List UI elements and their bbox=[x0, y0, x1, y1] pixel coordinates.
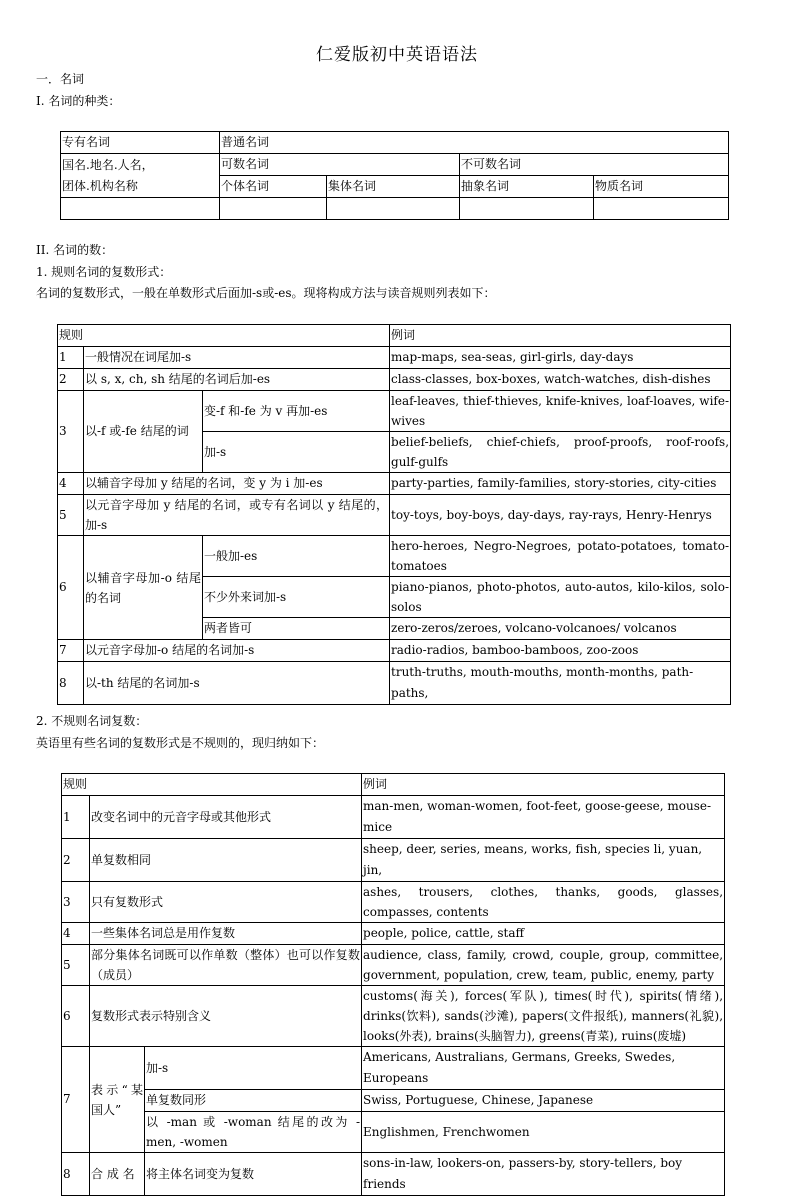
row-number: 4 bbox=[58, 473, 84, 495]
sub-rule-text: 单复数同形 bbox=[145, 1090, 362, 1112]
example-text: class-classes, box-boxes, watch-watches, dish-dishes bbox=[390, 369, 731, 391]
header-example: 例词 bbox=[390, 325, 731, 347]
rule-text: 表示“某国人” bbox=[90, 1047, 145, 1153]
sub-rule-text: 将主体名词变为复数 bbox=[145, 1153, 362, 1196]
empty-cell bbox=[460, 198, 594, 220]
section-heading-nouns: 一．名词 bbox=[36, 72, 85, 86]
proper-desc-line-1: 国名.地名.人名， bbox=[62, 157, 154, 172]
example-text: customs(海关), forces(军队), times(时代), spirits(情绪), drinks(饮料), sands(沙滩), papers(文件报纸), manners(礼貌), looks(外表), brains(头脑智力), greens(青菜), ruins(废墟) bbox=[362, 986, 725, 1047]
row-number: 6 bbox=[58, 536, 84, 640]
empty-cell bbox=[220, 198, 327, 220]
example-text: people, police, cattle, staff bbox=[362, 923, 725, 945]
header-rule: 规则 bbox=[62, 774, 362, 796]
cell-individual-noun: 个体名词 bbox=[220, 176, 327, 198]
irregular-plurals-description: 英语里有些名词的复数形式是不规则的，现归纳如下： bbox=[36, 736, 325, 750]
cell-common-noun: 普通名词 bbox=[220, 132, 729, 154]
subheading-irregular-plurals: 2. 不规则名词复数： bbox=[36, 714, 148, 728]
example-text: ashes, trousers, clothes, thanks, goods, glasses, compasses, contents bbox=[362, 882, 725, 923]
row-number: 5 bbox=[58, 495, 84, 536]
sub-rule-text: 加-s bbox=[203, 432, 390, 473]
example-text: belief-beliefs, chief-chiefs, proof-proofs, roof-roofs, gulf-gulfs bbox=[390, 432, 731, 473]
irregular-plurals-table bbox=[61, 773, 725, 1196]
example-text: Englishmen, Frenchwomen bbox=[362, 1112, 725, 1153]
subheading-regular-plurals: 1. 规则名词的复数形式： bbox=[36, 265, 172, 279]
row-number: 8 bbox=[58, 662, 84, 705]
empty-cell bbox=[594, 198, 729, 220]
rule-text: 复数形式表示特别含义 bbox=[90, 986, 362, 1047]
sub-rule-text: 不少外来词加-s bbox=[203, 577, 390, 618]
rule-text: 只有复数形式 bbox=[90, 882, 362, 923]
noun-types-table bbox=[60, 131, 729, 220]
subheading-noun-types: I. 名词的种类： bbox=[36, 94, 121, 108]
page-title: 仁爱版初中英语语法 bbox=[316, 45, 478, 65]
example-text: toy-toys, boy-boys, day-days, ray-rays, Henry-Henrys bbox=[390, 495, 731, 536]
sub-rule-text: 两者皆可 bbox=[203, 618, 390, 640]
row-number: 3 bbox=[62, 882, 90, 923]
example-text: sons-in-law, lookers-on, passers-by, story-tellers, boy friends bbox=[362, 1153, 725, 1196]
sub-rule-text: 变-f 和-fe 为 v 再加-es bbox=[203, 391, 390, 432]
row-number: 2 bbox=[62, 839, 90, 882]
sub-rule-text: 以 -man 或 -woman 结尾的改为 -men, -women bbox=[145, 1112, 362, 1153]
example-text: hero-heroes, Negro-Negroes, potato-potatoes, tomato-tomatoes bbox=[390, 536, 731, 577]
row-number: 1 bbox=[58, 347, 84, 369]
cell-collective-noun: 集体名词 bbox=[327, 176, 460, 198]
row-number: 3 bbox=[58, 391, 84, 473]
row-number: 8 bbox=[62, 1153, 90, 1196]
row-number: 4 bbox=[62, 923, 90, 945]
row-number: 7 bbox=[62, 1047, 90, 1153]
header-rule: 规则 bbox=[58, 325, 390, 347]
cell-uncountable-noun: 不可数名词 bbox=[460, 154, 729, 176]
row-number: 2 bbox=[58, 369, 84, 391]
example-text: zero-zeros/zeroes, volcano-volcanoes/ volcanos bbox=[390, 618, 731, 640]
rule-text: 以元音字母加 y 结尾的名词，或专有名词以 y 结尾的，加-s bbox=[84, 495, 390, 536]
proper-desc-line-2: 团体.机构名称 bbox=[62, 178, 138, 193]
rule-text: 合 成 名 bbox=[90, 1153, 145, 1196]
row-number: 6 bbox=[62, 986, 90, 1047]
rule-text: 以-th 结尾的名词加-s bbox=[84, 662, 390, 705]
rule-text: 一般情况在词尾加-s bbox=[84, 347, 390, 369]
cell-proper-noun: 专有名词 bbox=[61, 132, 220, 154]
empty-cell bbox=[61, 198, 220, 220]
header-example: 例词 bbox=[362, 774, 725, 796]
example-text: leaf-leaves, thief-thieves, knife-knives, loaf-loaves, wife-wives bbox=[390, 391, 731, 432]
rule-text: 以辅音字母加 y 结尾的名词，变 y 为 i 加-es bbox=[84, 473, 390, 495]
row-number: 1 bbox=[62, 796, 90, 839]
rule-text: 部分集体名词既可以作单数（整体）也可以作复数（成员） bbox=[90, 945, 362, 986]
regular-plurals-description: 名词的复数形式，一般在单数形式后面加-s或-es。现将构成方法与读音规则列表如下： bbox=[36, 286, 496, 300]
cell-abstract-noun: 抽象名词 bbox=[460, 176, 594, 198]
example-text: man-men, woman-women, foot-feet, goose-geese, mouse-mice bbox=[362, 796, 725, 839]
cell-countable-noun: 可数名词 bbox=[220, 154, 460, 176]
regular-plurals-table bbox=[57, 324, 731, 705]
cell-proper-desc bbox=[61, 154, 220, 198]
cell-material-noun: 物质名词 bbox=[594, 176, 729, 198]
example-text: Swiss, Portuguese, Chinese, Japanese bbox=[362, 1090, 725, 1112]
example-text: audience, class, family, crowd, couple, group, committee, government, population, crew, team, public, enemy, party bbox=[362, 945, 725, 986]
example-text: sheep, deer, series, means, works, fish, species li, yuan, jin, bbox=[362, 839, 725, 882]
row-number: 5 bbox=[62, 945, 90, 986]
example-text: Americans, Australians, Germans, Greeks, Swedes, Europeans bbox=[362, 1047, 725, 1090]
rule-text: 一些集体名词总是用作复数 bbox=[90, 923, 362, 945]
example-text: piano-pianos, photo-photos, auto-autos, kilo-kilos, solo-solos bbox=[390, 577, 731, 618]
rule-text: 以-f 或-fe 结尾的词 bbox=[84, 391, 203, 473]
sub-rule-text: 加-s bbox=[145, 1047, 362, 1090]
empty-cell bbox=[327, 198, 460, 220]
rule-text: 单复数相同 bbox=[90, 839, 362, 882]
sub-rule-text: 一般加-es bbox=[203, 536, 390, 577]
example-text: party-parties, family-families, story-stories, city-cities bbox=[390, 473, 731, 495]
rule-text: 改变名词中的元音字母或其他形式 bbox=[90, 796, 362, 839]
row-number: 7 bbox=[58, 640, 84, 662]
example-text: map-maps, sea-seas, girl-girls, day-days bbox=[390, 347, 731, 369]
rule-text: 以辅音字母加-o 结尾的名词 bbox=[84, 536, 203, 640]
example-text: truth-truths, mouth-mouths, month-months, path-paths, bbox=[390, 662, 731, 705]
rule-text: 以元音字母加-o 结尾的名词加-s bbox=[84, 640, 390, 662]
rule-text: 以 s, x, ch, sh 结尾的名词后加-es bbox=[84, 369, 390, 391]
section-heading-noun-number: II. 名词的数： bbox=[36, 243, 114, 257]
example-text: radio-radios, bamboo-bamboos, zoo-zoos bbox=[390, 640, 731, 662]
